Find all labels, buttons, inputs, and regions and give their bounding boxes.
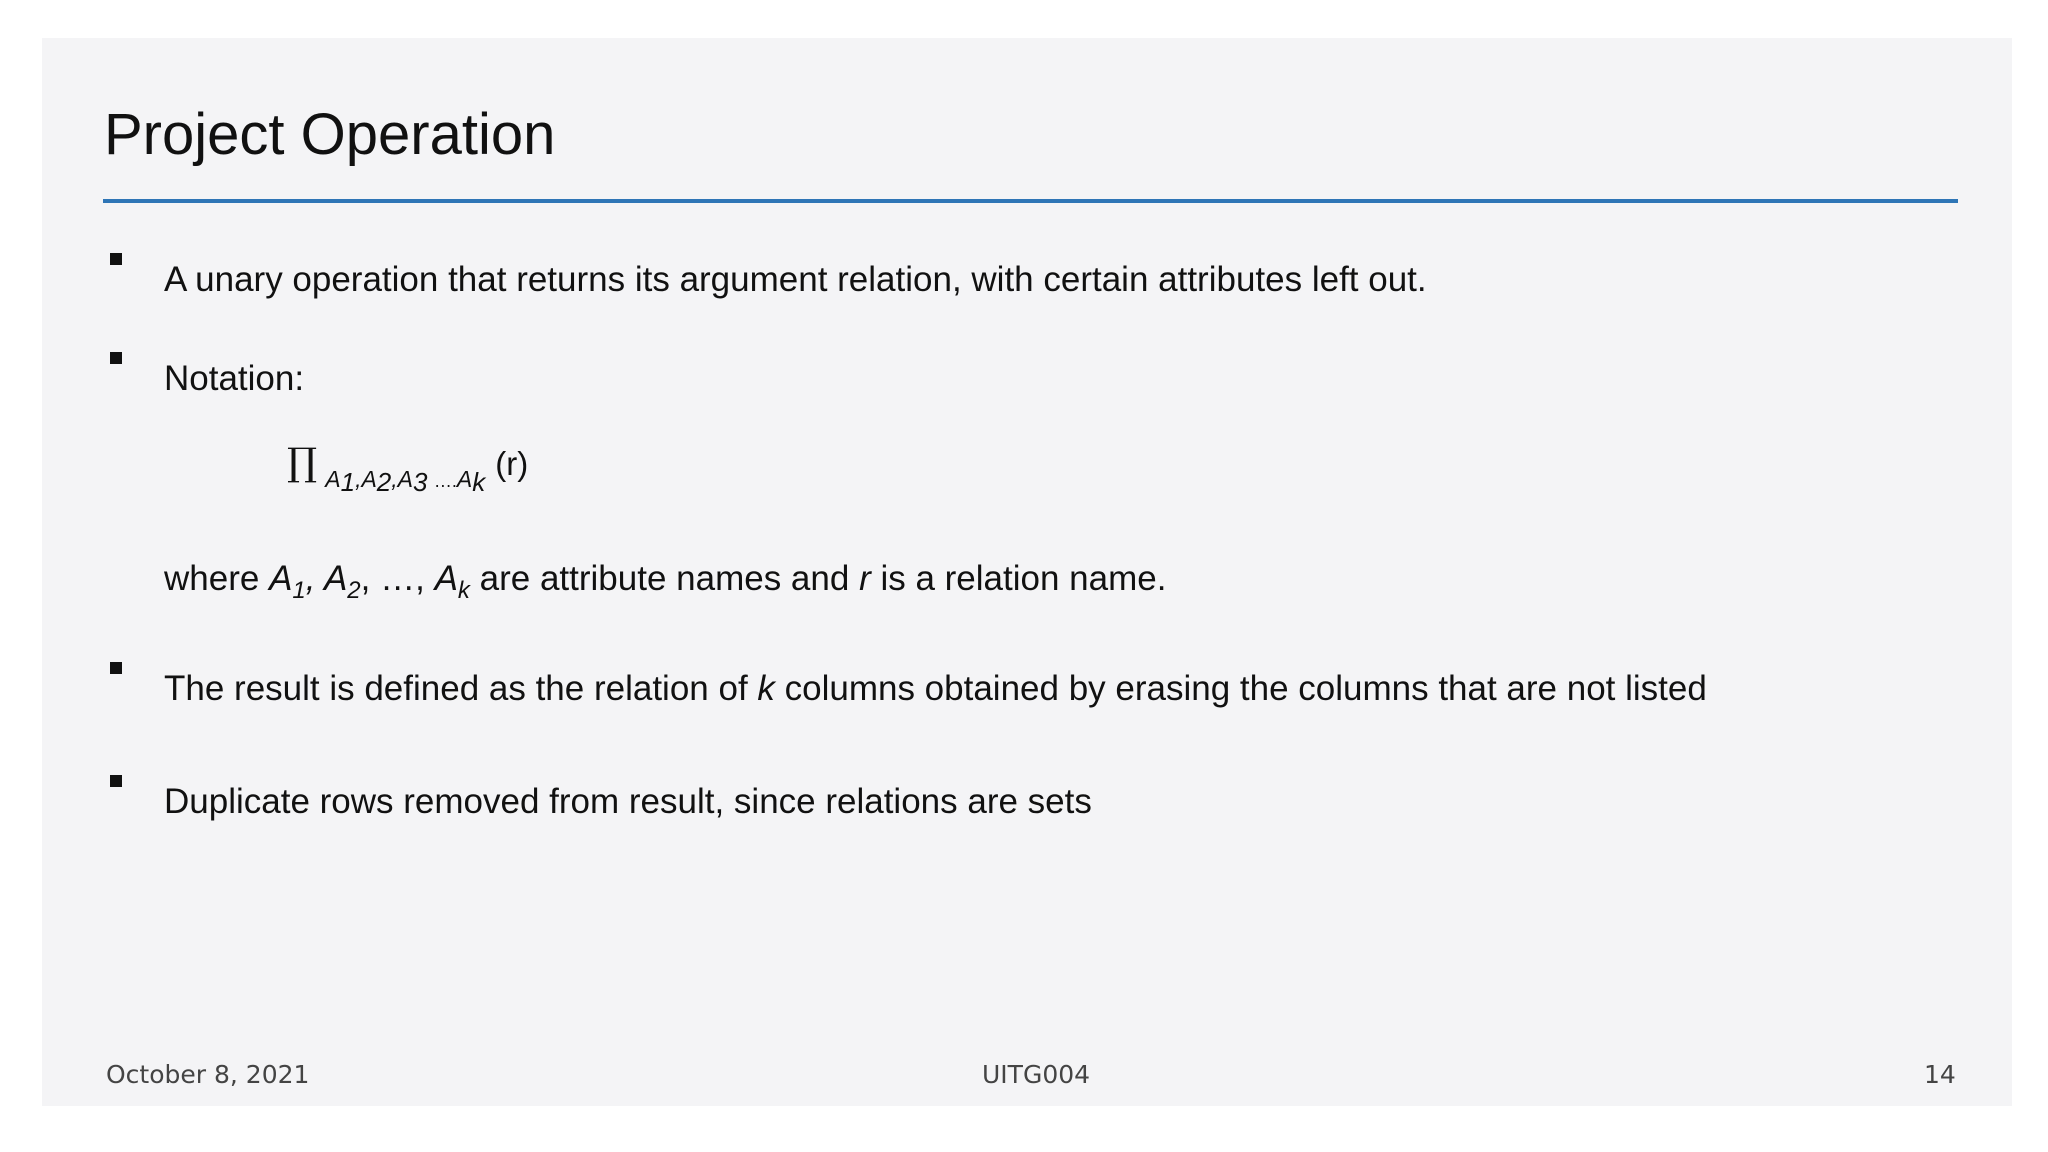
- slide-title: Project Operation: [104, 102, 556, 167]
- bullet-text-1: A unary operation that returns its argument relation, with certain attributes left out.: [164, 260, 1427, 299]
- projection-subscript: $A_1,A_2,A_3$ $\dots.A_k$: [325, 466, 486, 497]
- bullet-marker-3: [110, 662, 122, 674]
- bullet-text-2: Notation:: [164, 359, 305, 398]
- bullet-marker-4: [110, 775, 122, 787]
- where-line: where $A_1$, $A_2$, …, $A_k$ are attribute names and r is a relation name.: [164, 559, 1167, 604]
- bullet-text-4: Duplicate rows removed from result, since relations are sets: [164, 782, 1092, 821]
- bullet-marker-1: [110, 253, 122, 265]
- bullet-marker-2: [110, 352, 122, 364]
- slide: [42, 38, 2012, 1106]
- footer-date: October 8, 2021: [106, 1060, 310, 1089]
- footer-course: UITG004: [982, 1060, 1091, 1089]
- projection-operator: ∏: [287, 440, 318, 484]
- title-underline: [103, 199, 1958, 203]
- projection-formula: [287, 440, 529, 497]
- footer-page-number: 14: [1924, 1060, 1956, 1089]
- projection-argument: (r): [495, 445, 529, 482]
- bullet-text-3: The result is defined as the relation of k columns obtained by erasing the columns that are not listed: [164, 669, 1707, 708]
